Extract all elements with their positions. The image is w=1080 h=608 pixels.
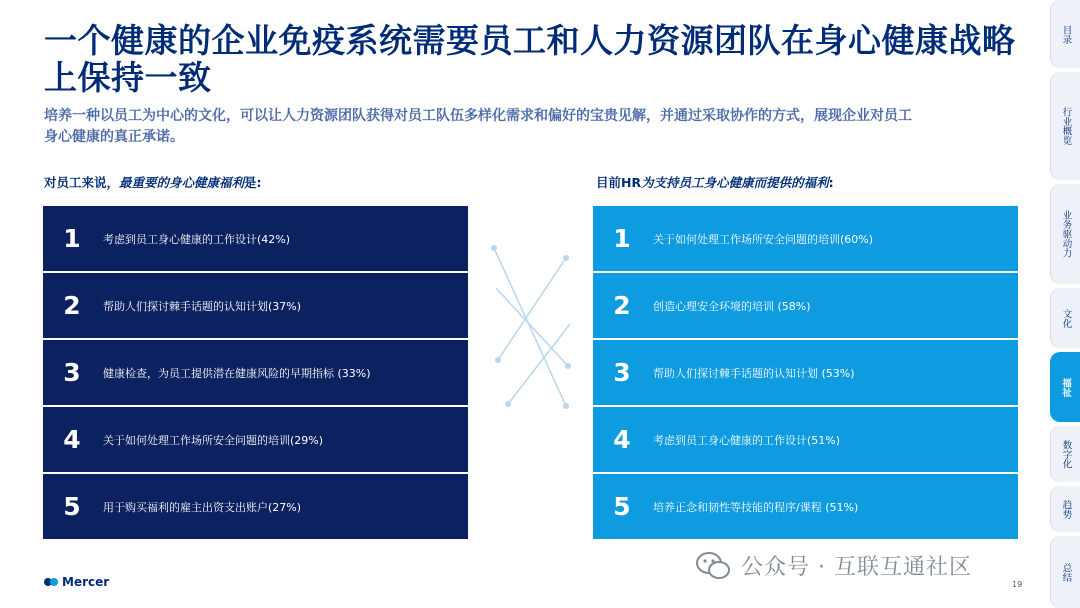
tab-label: 趋势	[1060, 499, 1072, 519]
crossing-connector-lines	[486, 236, 578, 416]
page-title: 一个健康的企业免疫系统需要员工和人力资源团队在身心健康战略上保持一致	[44, 21, 1016, 97]
watermark	[695, 550, 972, 581]
tab-business-drivers[interactable]	[1050, 184, 1080, 284]
left-column-header	[44, 173, 262, 191]
item-text: 健康检查，为员工提供潜在健康风险的早期指标 (33%)	[103, 366, 371, 380]
item-text: 培养正念和韧性等技能的程序/课程 (51%)	[653, 500, 859, 514]
left-header-normal: 对员工来说，	[44, 175, 120, 190]
list-item	[593, 340, 1018, 405]
item-number: 5	[613, 492, 631, 521]
item-text: 考虑到员工身心健康的工作设计(42%)	[103, 232, 291, 246]
mercer-logo	[44, 575, 109, 589]
list-item	[593, 206, 1018, 271]
connector-dot	[495, 357, 501, 363]
connector-line	[496, 288, 568, 366]
item-text: 创造心理安全环境的培训 (58%)	[653, 299, 811, 313]
right-header-end: :	[828, 175, 834, 190]
mercer-logo-icon	[44, 577, 58, 587]
page-subtitle: 培养一种以员工为中心的文化，可以让人力资源团队获得对员工队伍多样化需求和偏好的宝贵见解，并通过采取协作的方式，展现企业对员工身心健康的真正承诺。	[44, 108, 912, 145]
connector-dot	[563, 403, 569, 409]
right-header-normal: 目前HR	[596, 175, 642, 190]
tab-culture[interactable]	[1050, 288, 1080, 348]
item-number: 3	[613, 358, 631, 387]
connector-dot	[491, 245, 497, 251]
connector-dot	[563, 255, 569, 261]
section-sidebar	[1050, 0, 1080, 608]
item-number: 4	[613, 425, 631, 454]
tab-summary[interactable]	[1050, 536, 1080, 608]
tab-industry-overview[interactable]	[1050, 72, 1080, 180]
connector-line	[508, 324, 570, 404]
right-column-header	[596, 173, 834, 191]
tab-label: 数字化	[1060, 439, 1072, 469]
watermark-text: 公众号 · 互联互通社区	[741, 555, 972, 580]
connector-line	[498, 258, 566, 360]
list-item	[43, 206, 468, 271]
tab-label: 福祉	[1060, 377, 1071, 397]
item-text: 考虑到员工身心健康的工作设计(51%)	[653, 433, 841, 447]
connector-line	[494, 248, 566, 406]
item-text: 用于购买福利的雇主出资支出账户(27%)	[103, 500, 302, 514]
list-item	[593, 273, 1018, 338]
tab-label: 业务驱动力	[1060, 210, 1072, 258]
item-number: 5	[63, 492, 81, 521]
item-number: 1	[63, 224, 81, 253]
list-item	[43, 407, 468, 472]
list-item	[43, 340, 468, 405]
list-item	[593, 474, 1018, 539]
hr-benefits-list	[593, 206, 1018, 541]
list-item	[43, 273, 468, 338]
item-text: 帮助人们探讨棘手话题的认知计划(37%)	[103, 299, 302, 313]
tab-label: 总结	[1060, 562, 1072, 582]
connector-dot	[505, 401, 511, 407]
left-header-end: 是:	[244, 175, 262, 190]
employee-priorities-list	[43, 206, 468, 541]
item-number: 2	[63, 291, 81, 320]
item-number: 4	[63, 425, 81, 454]
tab-contents[interactable]	[1050, 0, 1080, 68]
tab-trends[interactable]	[1050, 486, 1080, 532]
item-text: 帮助人们探讨棘手话题的认知计划 (53%)	[653, 366, 855, 380]
item-number: 1	[613, 224, 631, 253]
tab-label: 文化	[1060, 308, 1072, 328]
tab-digital[interactable]	[1050, 426, 1080, 482]
item-text: 关于如何处理工作场所安全问题的培训(60%)	[653, 232, 874, 246]
page-number: 19	[1012, 580, 1023, 589]
item-number: 2	[613, 291, 631, 320]
connector-dot	[565, 363, 571, 369]
item-text: 关于如何处理工作场所安全问题的培训(29%)	[103, 433, 324, 447]
right-header-italic: 为支持员工身心健康而提供的福利	[641, 175, 829, 190]
left-header-italic: 最重要的身心健康福利	[119, 175, 245, 190]
wechat-icon	[695, 551, 731, 581]
tab-label: 目录	[1060, 24, 1072, 44]
list-item	[43, 474, 468, 539]
list-item	[593, 407, 1018, 472]
tab-label: 行业概览	[1060, 107, 1072, 145]
logo-text: Mercer	[62, 575, 110, 589]
item-number: 3	[63, 358, 81, 387]
tab-wellbeing[interactable]	[1050, 352, 1080, 422]
